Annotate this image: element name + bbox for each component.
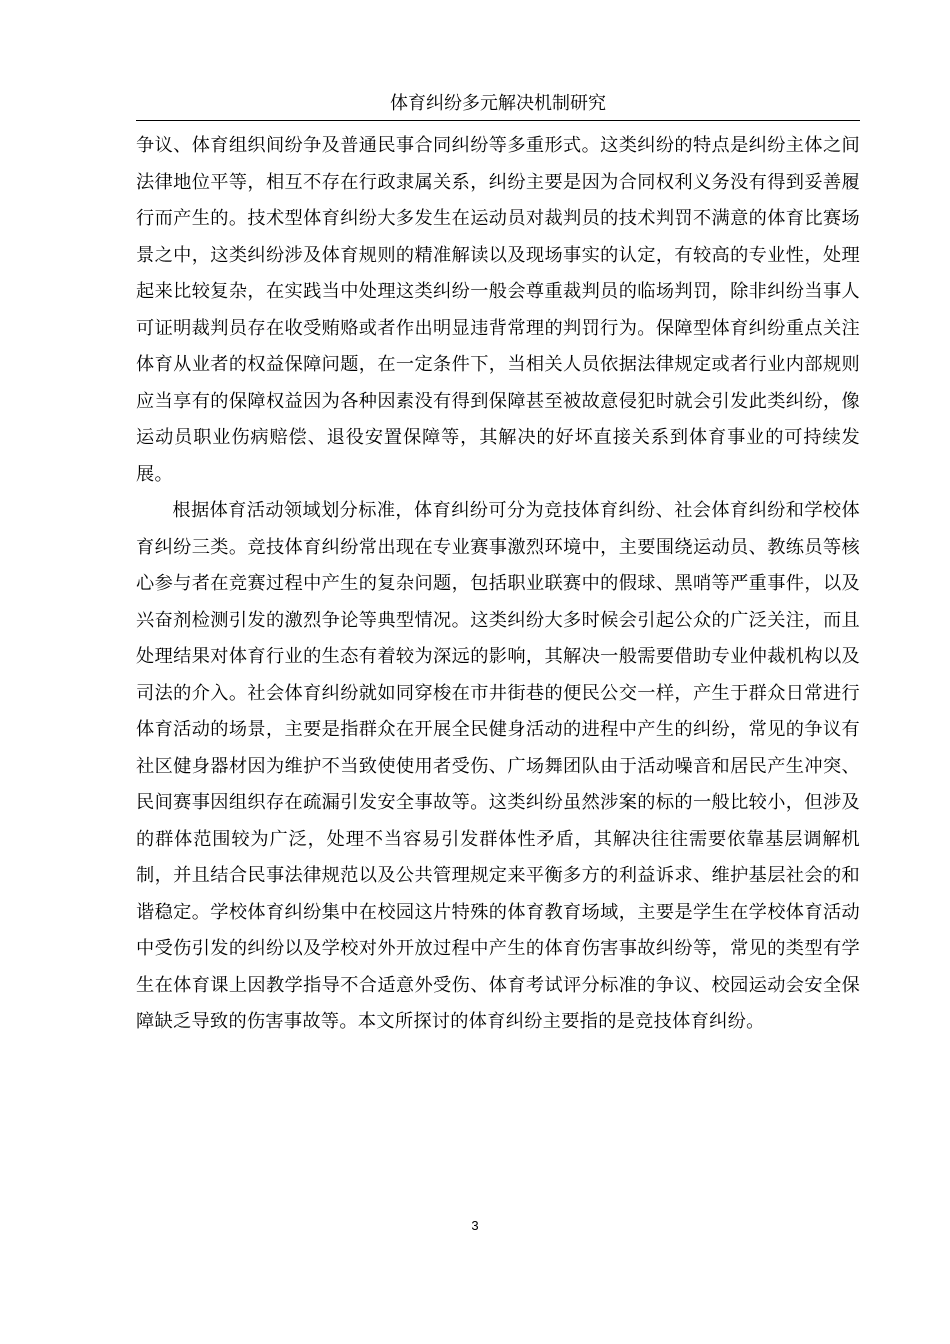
document-body <box>136 128 860 1041</box>
header-title: 体育纠纷多元解决机制研究 <box>390 93 606 114</box>
paragraph: 根据体育活动领域划分标准，体育纠纷可分为竞技体育纠纷、社会体育纠纷和学校体育纠纷三类。竞技体育纠纷常出现在专业赛事激烈环境中，主要围绕运动员、教练员等核心参与者在竞赛过程中产生的复杂问题，包括职业联赛中的假球、黑哨等严重事件，以及兴奋剂检测引发的激烈争论等典型情况。这类纠纷大多时候会引起公众的广泛关注，而且处理结果对体育行业的生态有着较为深远的影响，其解决一般需要借助专业仲裁机构以及司法的介入。社会体育纠纷就如同穿梭在市井街巷的便民公交一样，产生于群众日常进行体育活动的场景，主要是指群众在开展全民健身活动的进程中产生的纠纷，常见的争议有社区健身器材因为维护不当致使使用者受伤、广场舞团队由于活动噪音和居民产生冲突、民间赛事因组织存在疏漏引发安全事故等。这类纠纷虽然涉案的标的一般比较小，但涉及的群体范围较为广泛，处理不当容易引发群体性矛盾，其解决往往需要依靠基层调解机制，并且结合民事法律规范以及公共管理规定来平衡多方的利益诉求、维护基层社会的和谐稳定。学校体育纠纷集中在校园这片特殊的体育教育场域，主要是学生在学校体育活动中受伤引发的纠纷以及学校对外开放过程中产生的体育伤害事故纠纷等，常见的类型有学生在体育课上因教学指导不合适意外受伤、体育考试评分标准的争议、校园运动会安全保障缺乏导致的伤害事故等。本文所探讨的体育纠纷主要指的是竞技体育纠纷。 <box>136 500 860 1032</box>
page-number: 3 <box>471 1218 479 1233</box>
running-header <box>136 92 860 121</box>
paragraph-continued: 争议、体育组织间纷争及普通民事合同纠纷等多重形式。这类纠纷的特点是纠纷主体之间法律地位平等，相互不存在行政隶属关系，纠纷主要是因为合同权利义务没有得到妥善履行而产生的。技术型体育纠纷大多发生在运动员对裁判员的技术判罚不满意的体育比赛场景之中，这类纠纷涉及体育规则的精准解读以及现场事实的认定，有较高的专业性，处理起来比较复杂，在实践当中处理这类纠纷一般会尊重裁判员的临场判罚，除非纠纷当事人可证明裁判员存在收受贿赂或者作出明显违背常理的判罚行为。保障型体育纠纷重点关注体育从业者的权益保障问题，在一定条件下，当相关人员依据法律规定或者行业内部规则应当享有的保障权益因为各种因素没有得到保障甚至被故意侵犯时就会引发此类纠纷，像运动员职业伤病赔偿、退役安置保障等，其解决的好坏直接关系到体育事业的可持续发展。 <box>136 135 860 485</box>
